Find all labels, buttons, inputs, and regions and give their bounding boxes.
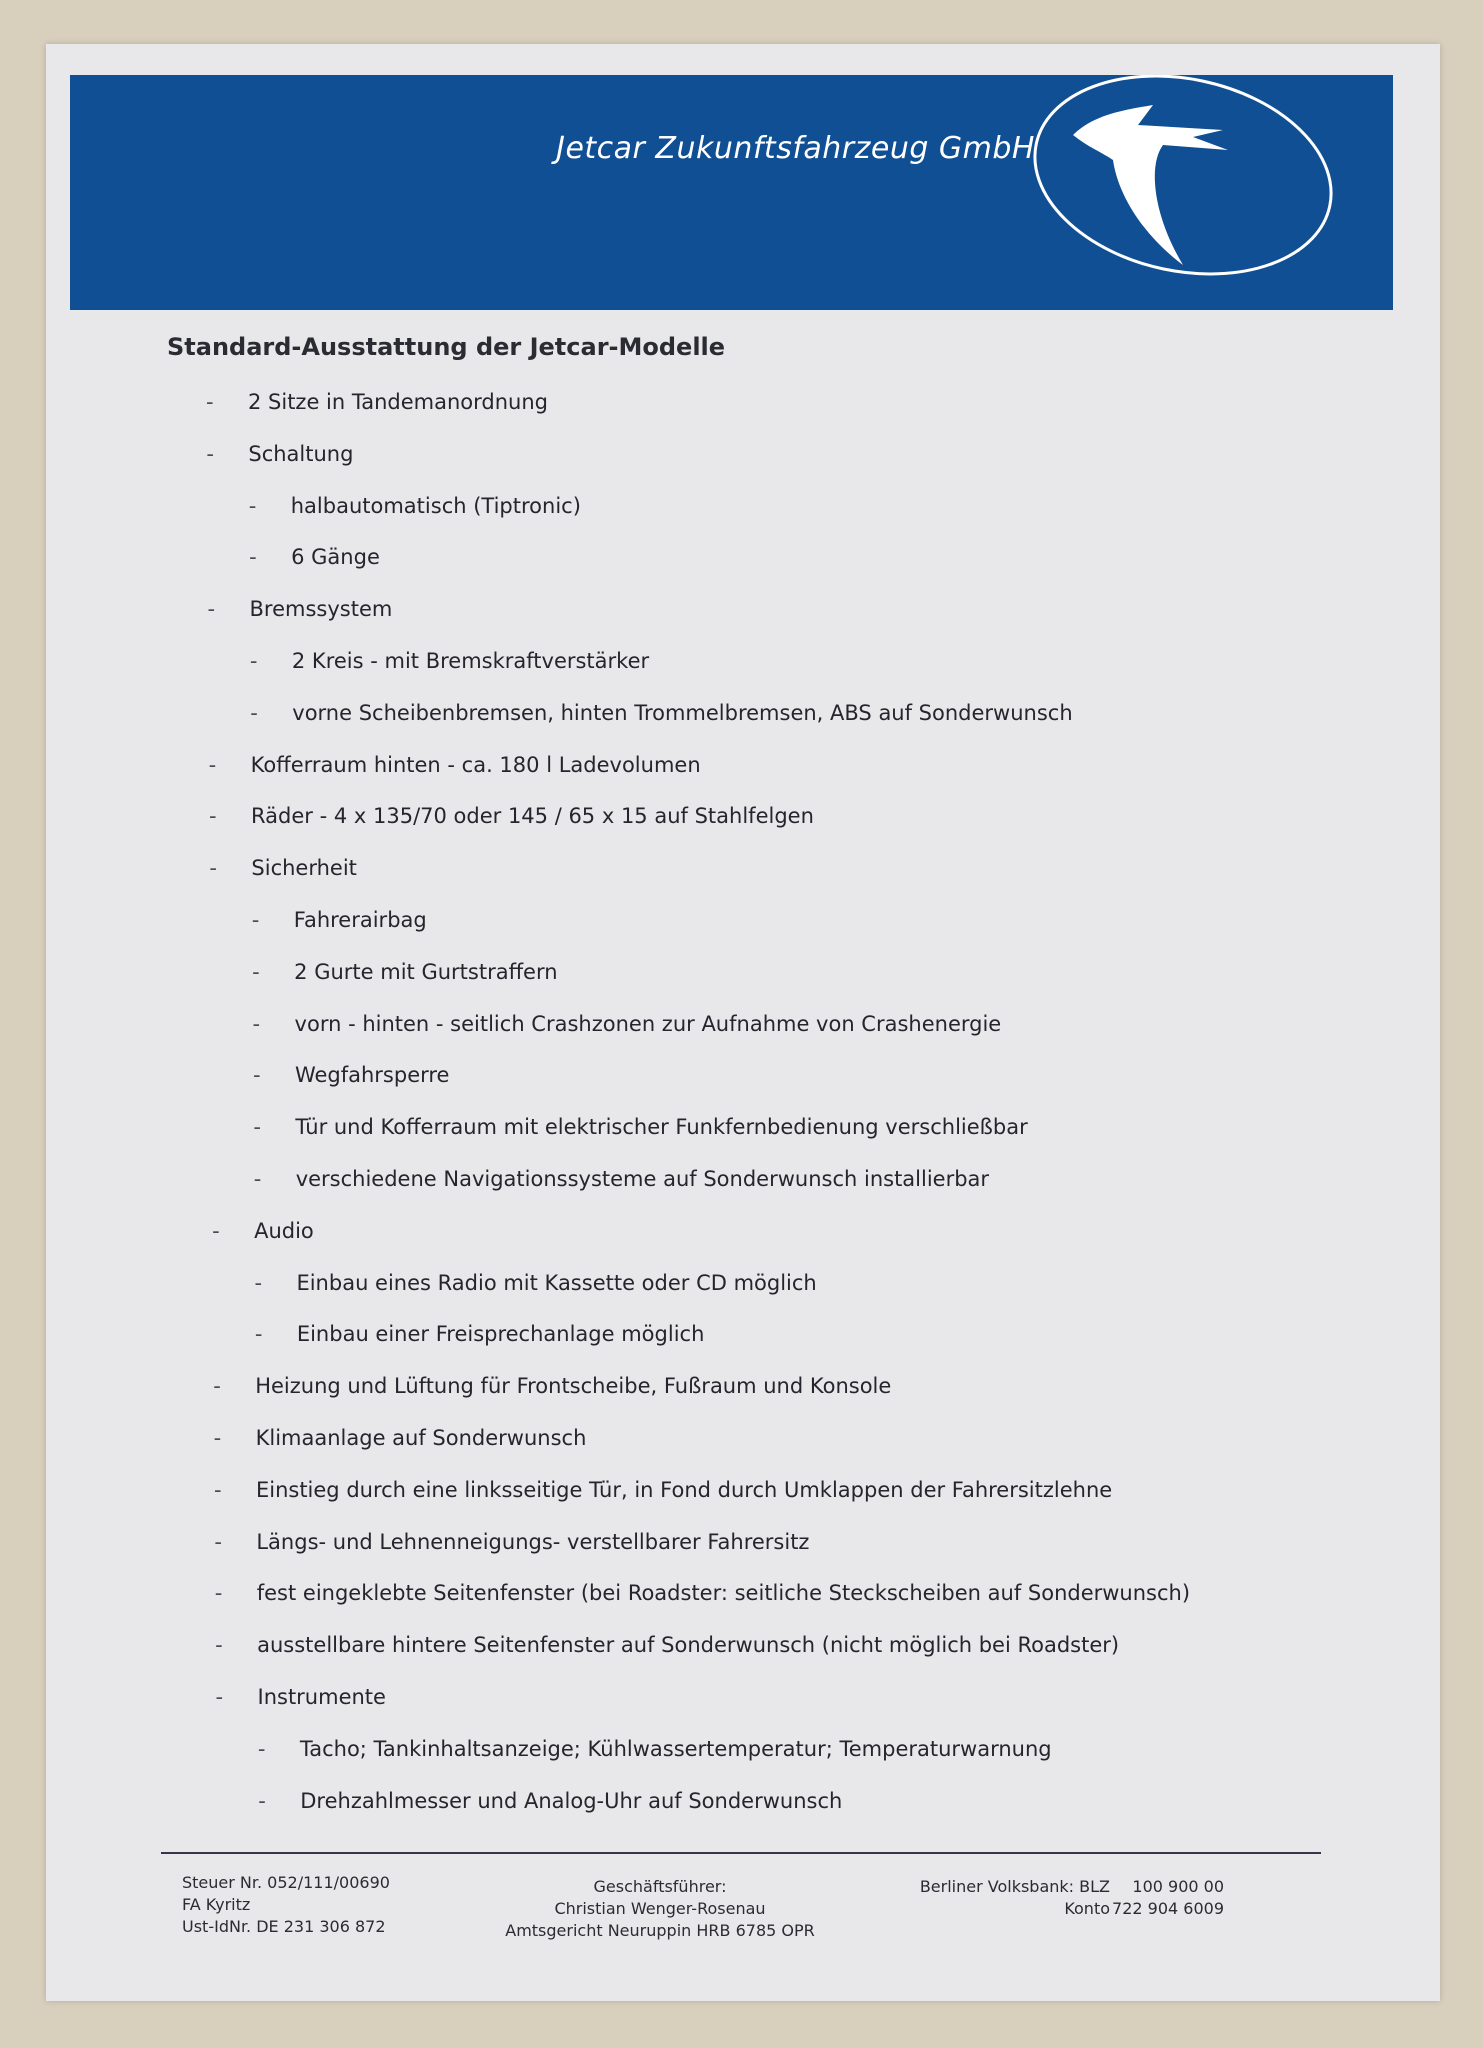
list-bullet: - bbox=[206, 441, 214, 466]
account-label: Konto bbox=[1064, 1899, 1110, 1918]
list-item-text: Einbau einer Freisprechanlage möglich bbox=[296, 1322, 705, 1347]
list-item-text: Längs- und Lehnenneigungs- verstellbarer Fahrersitz bbox=[256, 1529, 810, 1554]
manager-name: Christian Wenger-Rosenau bbox=[554, 1899, 766, 1918]
list-item bbox=[214, 1530, 809, 1554]
list-item-text: Wegfahrsperre bbox=[294, 1063, 450, 1088]
list-bullet: - bbox=[215, 1685, 224, 1709]
list-item bbox=[213, 1374, 891, 1398]
list-bullet: - bbox=[254, 1270, 263, 1295]
list-item bbox=[209, 856, 357, 880]
list-item-text: Klimaanlage auf Sonderwunsch bbox=[255, 1426, 587, 1450]
list-item bbox=[250, 701, 1072, 725]
list-bullet: - bbox=[206, 390, 214, 414]
list-bullet: - bbox=[208, 752, 217, 777]
list-item bbox=[252, 960, 557, 984]
tax-number: Steuer Nr. 052/111/00690 bbox=[182, 1873, 390, 1892]
list-item-text: Schaltung bbox=[248, 441, 354, 466]
bank-label: Berliner Volksbank: BLZ bbox=[919, 1877, 1110, 1896]
list-item-text: Tür und Kofferraum mit elektrischer Funkfernbedienung verschließbar bbox=[295, 1115, 1028, 1140]
list-bullet: - bbox=[214, 1529, 222, 1554]
list-bullet: - bbox=[214, 1581, 223, 1606]
list-item bbox=[255, 1322, 705, 1346]
list-item bbox=[250, 649, 649, 673]
list-item-text: halbautomatisch (Tiptronic) bbox=[290, 493, 581, 518]
list-item-text: ausstellbare hintere Seitenfenster auf Sonderwunsch (nicht möglich bei Roadster) bbox=[257, 1633, 1120, 1658]
list-item bbox=[254, 1167, 989, 1191]
list-item-text: verschiedene Navigationssysteme auf Sonderwunsch installierbar bbox=[295, 1167, 990, 1191]
list-item-text: fest eingeklebte Seitenfenster (bei Roadster: seitliche Steckscheiben auf Sonderwunsch) bbox=[256, 1581, 1191, 1606]
list-bullet: - bbox=[250, 700, 258, 725]
court-register: Amtsgericht Neuruppin HRB 6785 OPR bbox=[505, 1921, 815, 1940]
list-bullet: - bbox=[252, 1063, 261, 1088]
account-number: 722 904 6009 bbox=[1112, 1899, 1224, 1918]
list-item-text: 2 Kreis - mit Bremskraftverstärker bbox=[291, 649, 650, 673]
list-bullet: - bbox=[212, 1218, 220, 1243]
list-bullet: - bbox=[253, 1115, 261, 1140]
list-item bbox=[252, 908, 427, 932]
list-bullet: - bbox=[251, 908, 260, 932]
list-bullet: - bbox=[209, 804, 217, 829]
list-item-text: Tacho; Tankinhaltsanzeige; Kühlwassertemperatur; Temperaturwarnung bbox=[299, 1736, 1052, 1761]
list-item bbox=[209, 753, 701, 777]
list-item-text: Audio bbox=[254, 1218, 314, 1243]
list-item-text: Drehzahlmesser und Analog-Uhr auf Sonderwunsch bbox=[300, 1788, 843, 1813]
list-item bbox=[249, 494, 581, 518]
list-item-text: Heizung und Lüftung für Frontscheibe, Fußraum und Konsole bbox=[255, 1374, 892, 1399]
page-title: Standard-Ausstattung der Jetcar-Modelle bbox=[167, 333, 726, 361]
company-name: Jetcar Zukunftsfahrzeug GmbH bbox=[556, 131, 1035, 166]
list-item-text: Einstieg durch eine linksseitige Tür, in Fond durch Umklappen der Fahrersitzlehne bbox=[255, 1477, 1113, 1502]
list-item-text: 2 Sitze in Tandemanordnung bbox=[248, 390, 548, 414]
list-item bbox=[249, 545, 380, 569]
list-item bbox=[253, 1012, 1002, 1036]
document-page bbox=[46, 44, 1440, 2001]
list-item-text: Kofferraum hinten - ca. 180 l Ladevolumen bbox=[250, 752, 701, 777]
list-item bbox=[253, 1115, 1027, 1139]
bank-code: 100 900 00 bbox=[1132, 1877, 1224, 1896]
list-item-text: Sicherheit bbox=[251, 856, 357, 881]
list-item bbox=[206, 390, 548, 414]
footer-bank bbox=[896, 1876, 1224, 1920]
list-bullet: - bbox=[257, 1736, 266, 1761]
list-item-text: vorne Scheibenbremsen, hinten Trommelbremsen, ABS auf Sonderwunsch bbox=[292, 700, 1073, 725]
list-item bbox=[214, 1478, 1112, 1502]
list-bullet: - bbox=[252, 959, 260, 984]
list-item-text: Räder - 4 x 135/70 oder 145 / 65 x 15 auf Stahlfelgen bbox=[251, 804, 814, 829]
list-bullet: - bbox=[254, 1322, 263, 1347]
list-bullet: - bbox=[258, 1788, 266, 1813]
list-item-text: 2 Gurte mit Gurtstraffern bbox=[294, 959, 558, 984]
list-item-text: 6 Gänge bbox=[291, 545, 380, 570]
letterhead-banner bbox=[70, 75, 1393, 310]
list-bullet: - bbox=[249, 545, 257, 570]
list-item bbox=[258, 1789, 842, 1813]
list-item bbox=[254, 1271, 816, 1295]
footer-tax-info bbox=[182, 1872, 390, 1938]
list-bullet: - bbox=[249, 649, 258, 673]
list-bullet: - bbox=[207, 597, 216, 622]
tax-office: FA Kyritz bbox=[182, 1895, 251, 1914]
list-bullet: - bbox=[213, 1426, 222, 1450]
list-item-text: Instrumente bbox=[257, 1685, 386, 1709]
footer-management bbox=[484, 1876, 836, 1942]
list-item-text: Fahrerairbag bbox=[293, 908, 427, 932]
list-item-text: Einbau eines Radio mit Kassette oder CD möglich bbox=[296, 1270, 817, 1295]
list-item-text: vorn - hinten - seitlich Crashzonen zur Aufnahme von Crashenergie bbox=[294, 1011, 1002, 1036]
list-item bbox=[209, 804, 814, 828]
list-bullet: - bbox=[215, 1633, 223, 1658]
vat-id: Ust-IdNr. DE 231 306 872 bbox=[182, 1917, 386, 1936]
swallow-bird-icon bbox=[1023, 75, 1343, 310]
list-item-text: Bremssystem bbox=[249, 597, 393, 622]
list-bullet: - bbox=[253, 1167, 262, 1191]
list-item bbox=[215, 1581, 1190, 1605]
list-bullet: - bbox=[252, 1011, 261, 1036]
list-bullet: - bbox=[209, 856, 217, 881]
list-item bbox=[253, 1063, 450, 1087]
list-item bbox=[216, 1685, 386, 1709]
list-item bbox=[215, 1633, 1119, 1657]
list-item bbox=[258, 1737, 1052, 1761]
footer-divider bbox=[161, 1852, 1321, 1854]
list-item bbox=[214, 1426, 587, 1450]
list-item bbox=[208, 597, 393, 621]
list-item bbox=[206, 442, 353, 466]
list-bullet: - bbox=[213, 1477, 222, 1502]
list-item bbox=[212, 1219, 314, 1243]
list-bullet: - bbox=[213, 1374, 221, 1399]
list-bullet: - bbox=[248, 493, 257, 518]
manager-label: Geschäftsführer: bbox=[593, 1877, 727, 1896]
